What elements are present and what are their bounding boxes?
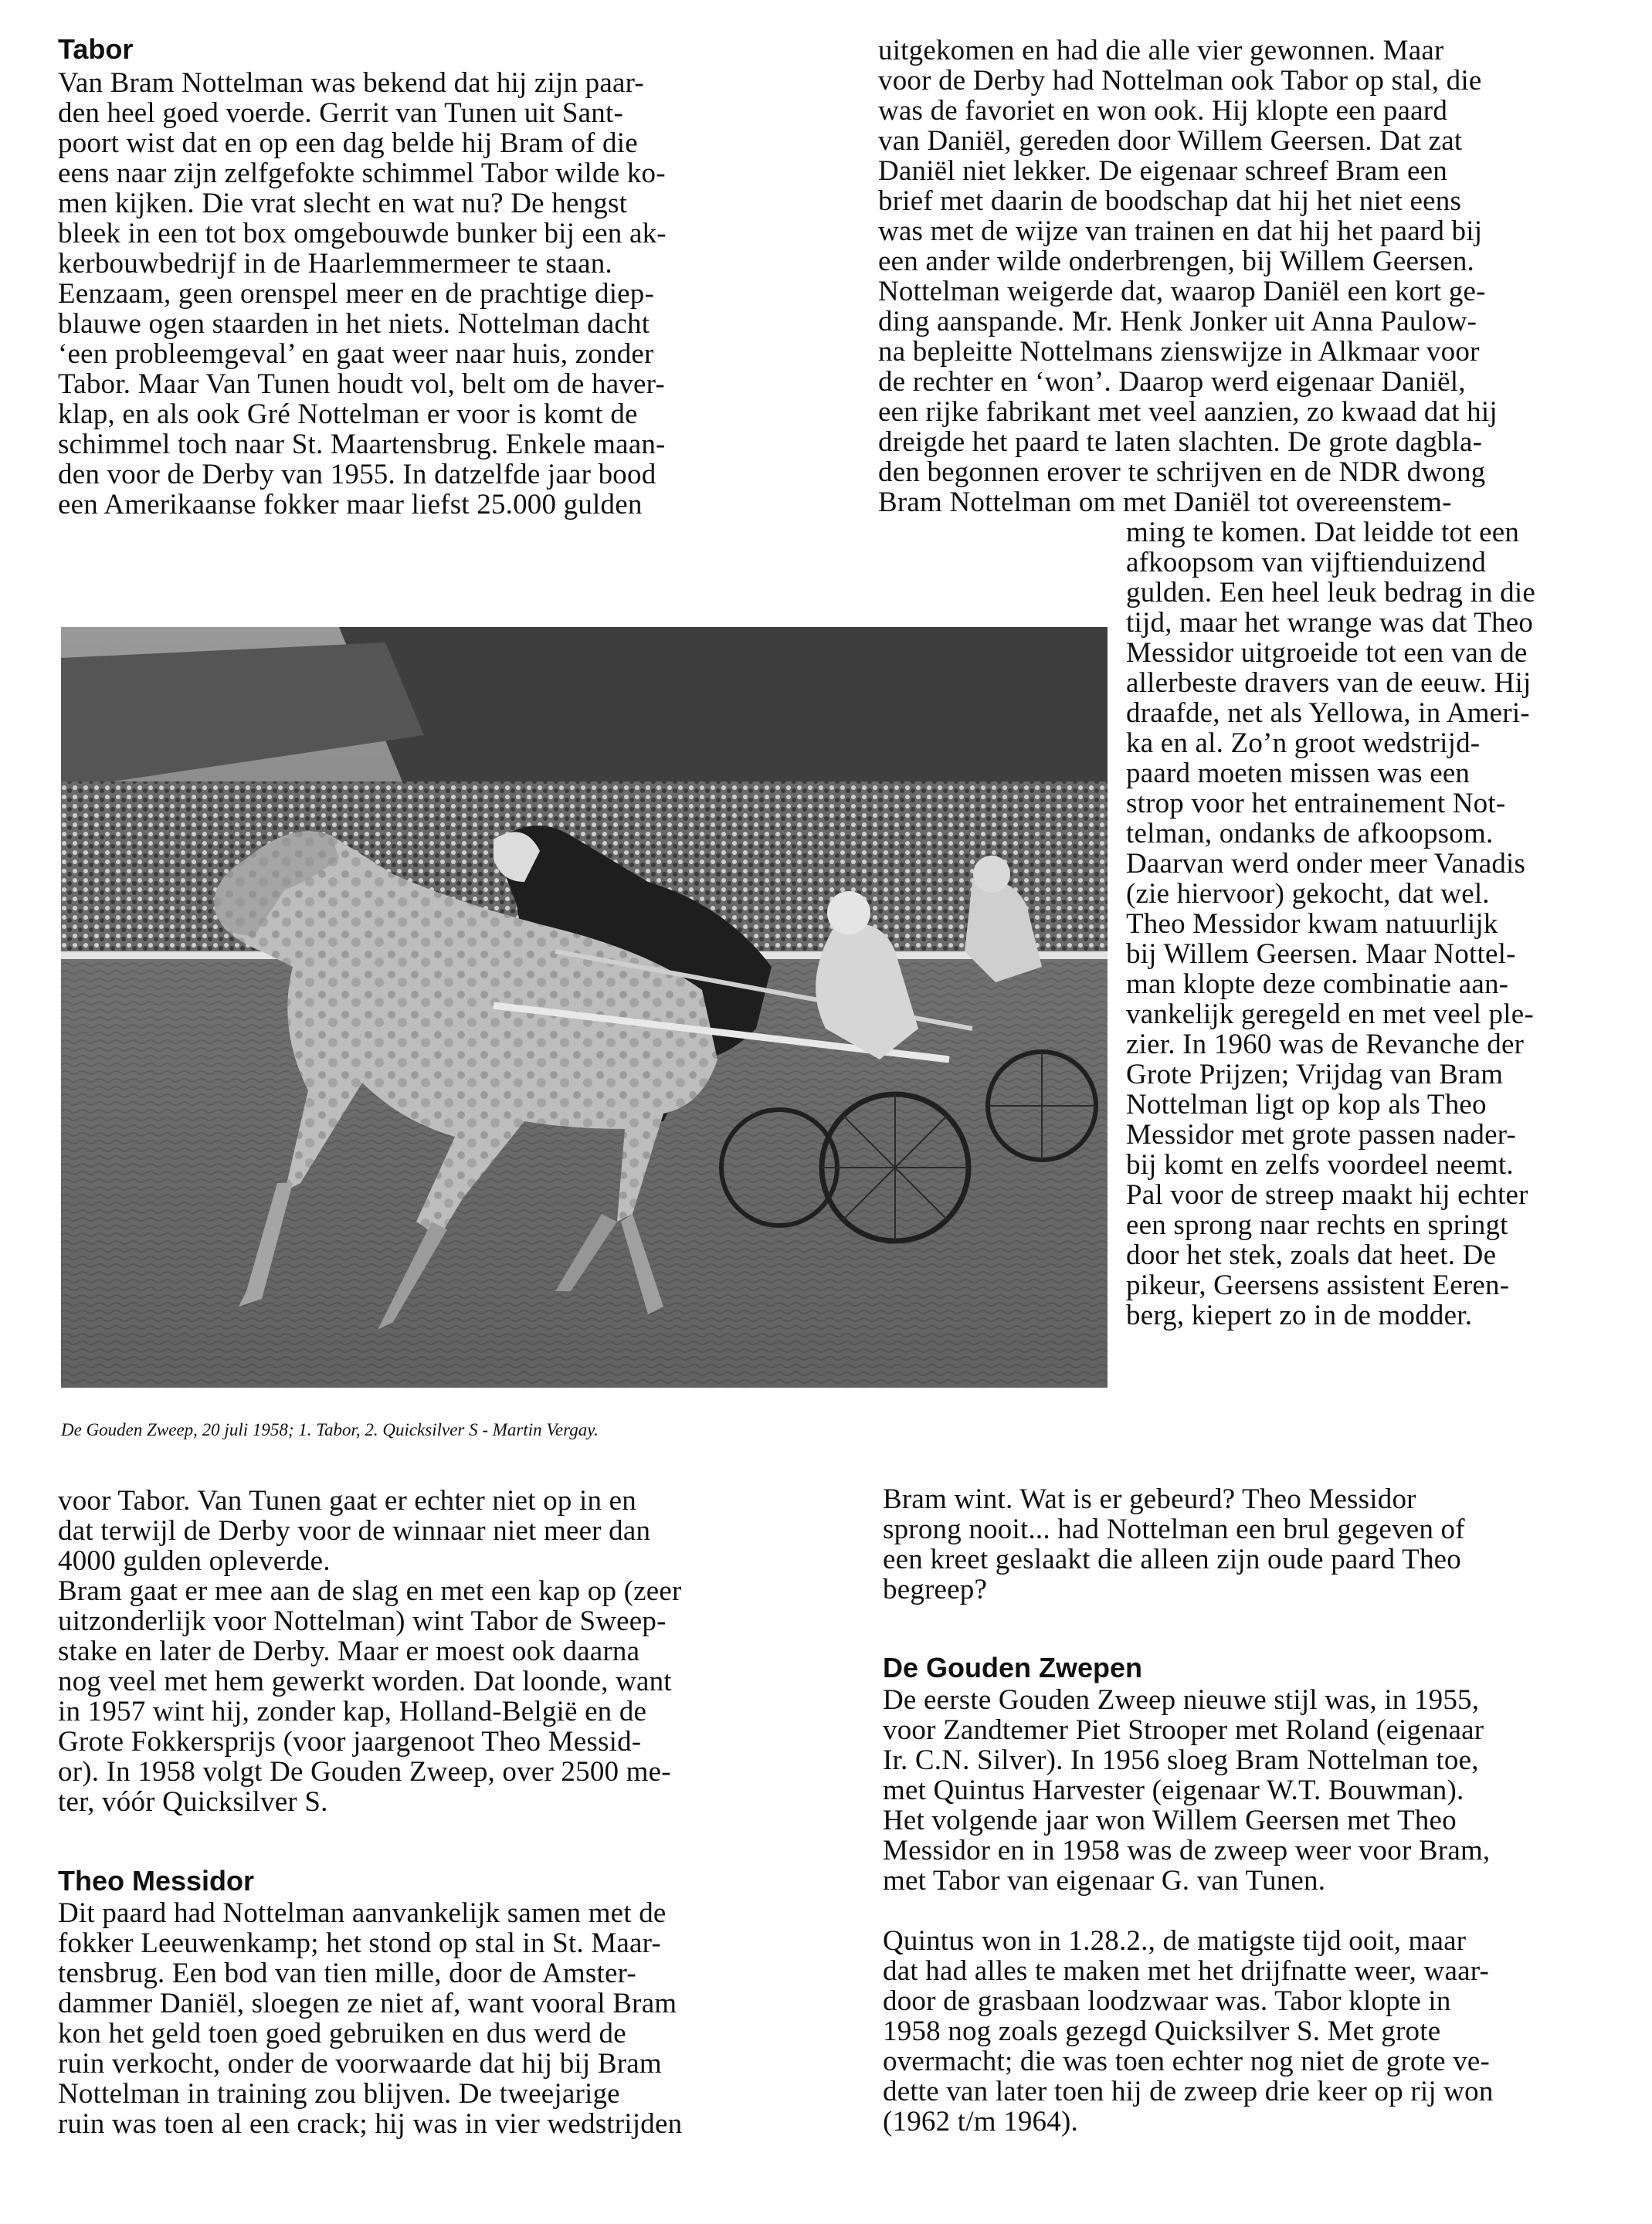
right-column-text-narrow: ming te komen. Dat leidde tot een afkoopsom van vijftienduizend gulden. Een heel leuk bedrag in die tijd, maar het wrange was dat Theo Messidor uitgroeide tot een van de allerbeste dravers van de eeuw. Hij draafde, net als Yellowa, in Ameri- ka en al. Zo’n groot wedstrijd- paard moeten missen was een strop voor het entrainement Not- telman, ondanks de afkoopsom. Daarvan werd onder meer Vanadis (zie hiervoor) gekocht, dat wel. Theo Messidor kwam natuurlijk bij Willem Geersen. Maar Nottel- man klopte deze combinatie aan- vankelijk geregeld en met veel ple- zier. In 1960 was de Revanche der Grote Prijzen; Vrijdag van Bram Nottelman ligt op kop als Theo Messidor met grote passen nader- bij komt en zelfs voordeel neemt. Pal voor de streep maakt hij echter een sprong naar rechts en springt door het stek, zoals dat heet. De pikeur, Geersens assistent Eeren- berg, kiepert zo in de modder. xyxy=(1126,517,1535,1331)
photo-caption: De Gouden Zweep, 20 juli 1958; 1. Tabor, 2. Quicksilver S - Martin Vergay. xyxy=(61,1420,599,1439)
gouden-zwepen-text: De eerste Gouden Zweep nieuwe stijl was, in 1955, voor Zandtemer Piet Strooper met Roland (eigenaar Ir. C.N. Silver). In 1956 sloeg Bram Nottelman toe, met Quintus Harvester (eigenaar W.T. Bouwman). Het volgende jaar won Willem Geersen met Theo Messidor en in 1958 was de zweep weer voor Bram, met Tabor van eigenaar G. van Tunen. Quintus won in 1.28.2., de matigste tijd ooit, maar dat had alles te maken met het drijfnatte weer, waar- door de grasbaan loodzwaar was. Tabor klopte in 1958 nog zoals gezegd Quicksilver S. Met grote overmacht; die was toen echter nog niet de grote ve- dette van later toen hij de zweep drie keer op rij won (1962 t/m 1964). xyxy=(883,1684,1494,2138)
tabor-text-top: Van Bram Nottelman was bekend dat hij zijn paar- den heel goed voerde. Gerrit van Tunen uit Sant- poort wist dat en op een dag belde hij Bram of die eens naar zijn zelfgefokte schimmel Tabor wilde ko- men kijken. Die vrat slecht en wat nu? De hengst bleek in een tot box omgebouwde bunker bij een ak- kerbouwbedrijf in de Haarlemmermeer te staan. Eenzaam, geen orenspel meer en de prachtige diep- blauwe ogen staarden in het niets. Nottelman dacht ‘een probleemgeval’ en gaat weer naar huis, zonder Tabor. Maar Van Tunen houdt vol, belt om de haver- klap, en als ook Gré Nottelman er voor is komt de schimmel toch naar St. Maartensbrug. Enkele maan- den voor de Derby van 1955. In datzelfde jaar bood een Amerikaanse fokker maar liefst 25.000 gulden xyxy=(58,67,667,520)
theo-messidor-text: Dit paard had Nottelman aanvankelijk samen met de fokker Leeuwenkamp; het stond op stal in St. Maar- tensbrug. Een bod van tien mille, door de Amster- dammer Daniël, sloegen ze niet af, want vooral Bram kon het geld toen goed gebruiken en dus werd de ruin verkocht, onder de voorwaarde dat hij bij Bram Nottelman in training zou blijven. De tweejarige ruin was toen al een crack; hij was in vier wedstrijden xyxy=(58,1897,683,2140)
race-photo xyxy=(61,627,1108,1388)
heading-theo-messidor: Theo Messidor xyxy=(58,1865,255,1897)
heading-tabor: Tabor xyxy=(58,33,134,65)
heading-de-gouden-zwepen: De Gouden Zwepen xyxy=(883,1652,1143,1683)
tabor-text-bottom: voor Tabor. Van Tunen gaat er echter niet op in en dat terwijl de Derby voor de winnaar niet meer dan 4000 gulden opleverde. Bram gaat er mee aan de slag en met een kap op (zeer uitzonderlijk voor Nottelman) wint Tabor de Sweep- stake en later de Derby. Maar er moest ook daarna nog veel met hem gewerkt worden. Dat loonde, want in 1957 wint hij, zonder kap, Holland-België en de Grote Fokkersprijs (voor jaargenoot Theo Messid- or). In 1958 volgt De Gouden Zweep, over 2500 me- ter, vóór Quicksilver S. xyxy=(58,1485,682,1818)
right-column-text-bottom: Bram wint. Wat is er gebeurd? Theo Messidor sprong nooit... had Nottelman een brul gegeven of een kreet geslaakt die alleen zijn oude paard Theo begreep? xyxy=(883,1483,1465,1605)
right-column-text-top: uitgekomen en had die alle vier gewonnen. Maar voor de Derby had Nottelman ook Tabor op stal, die was de favoriet en won ook. Hij klopte een paard van Daniël, gereden door Willem Geersen. Dat zat Daniël niet lekker. De eigenaar schreef Bram een brief met daarin de boodschap dat hij het niet eens was met de wijze van trainen en dat hij het paard bij een ander wilde onderbrengen, bij Willem Geersen. Nottelman weigerde dat, waarop Daniël een kort ge- ding aanspande. Mr. Henk Jonker uit Anna Paulow- na bepleitte Nottelmans zienswijze in Alkmaar voor de rechter en ‘won’. Daarop werd eigenaar Daniël, een rijke fabrikant met veel aanzien, zo kwaad dat hij dreigde het paard te laten slachten. De grote dagbla- den begonnen erover te schrijven en de NDR dwong Bram Nottelman om met Daniël tot overeenstem- xyxy=(878,35,1498,518)
